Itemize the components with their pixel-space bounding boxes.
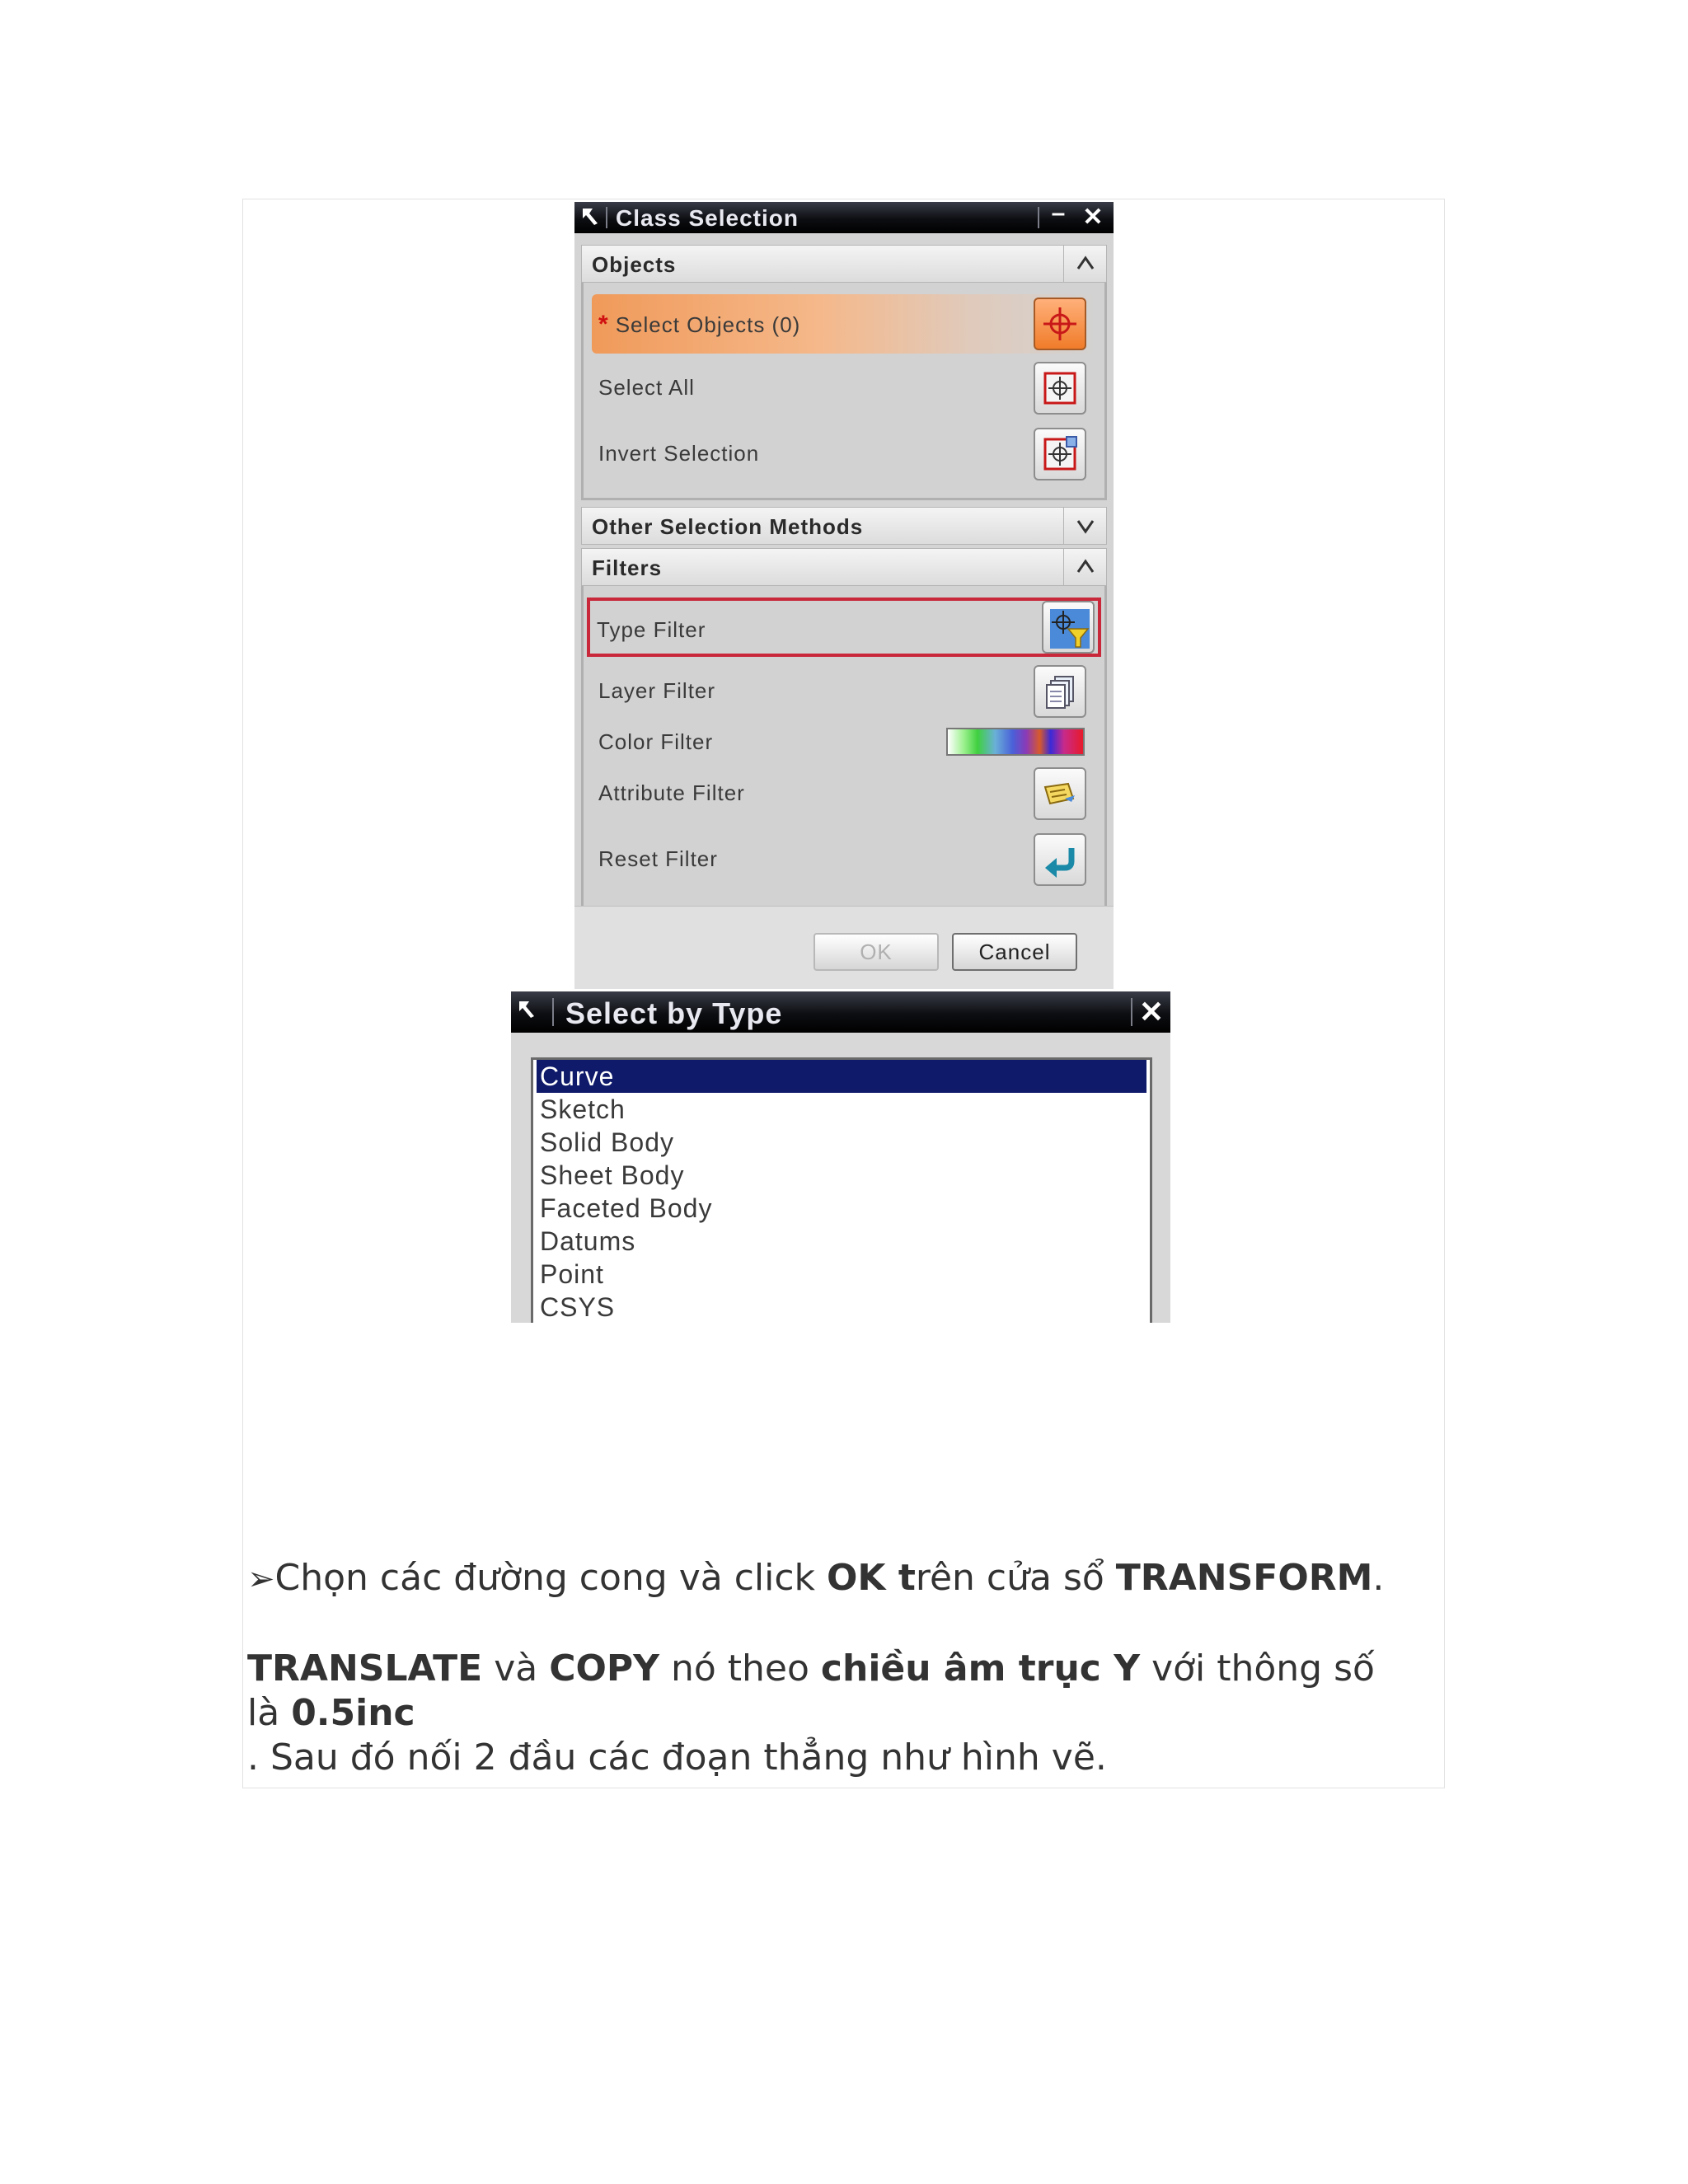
layer-filter-button[interactable] (1034, 665, 1086, 718)
chevron-up-icon (1076, 557, 1095, 577)
color-filter-row[interactable] (592, 718, 1096, 762)
attribute-filter-label: Attribute Filter (598, 780, 745, 805)
dialog-title: Class Selection (616, 205, 799, 231)
bold-span: TRANSFORM (1115, 1557, 1373, 1599)
bold-span: 0.5inc (291, 1692, 415, 1734)
required-mark: * (598, 311, 609, 338)
title-separator (606, 207, 607, 228)
instruction-line-3 (247, 1691, 415, 1736)
text-span: . Sau đó nối 2 đầu các đoạn thẳng như hình vẽ. (247, 1736, 1107, 1779)
invert-selection-icon (1040, 434, 1080, 474)
bold-span: chiều âm trục Y (820, 1647, 1141, 1690)
close-button[interactable]: ✕ (1138, 995, 1165, 1029)
other-selection-methods-label: Other Selection Methods (592, 514, 864, 539)
class-selection-dialog (574, 199, 1114, 989)
attribute-filter-row[interactable] (592, 764, 1096, 823)
instruction-line-2 (247, 1647, 1375, 1691)
select-all-crosshair-icon (1040, 368, 1080, 408)
objects-section-panel (581, 283, 1107, 500)
objects-section-label: Objects (592, 252, 677, 277)
select-by-type-dialog (511, 991, 1170, 1323)
close-button[interactable]: ✕ (1082, 204, 1104, 231)
bold-span: TRANSLATE (247, 1647, 483, 1690)
filters-section-header[interactable] (581, 548, 1107, 586)
list-item-csys[interactable]: CSYS (540, 1292, 616, 1322)
ok-button[interactable]: OK (814, 933, 939, 971)
reset-filter-label: Reset Filter (598, 846, 718, 871)
layer-filter-row[interactable] (592, 662, 1096, 721)
invert-selection-row[interactable] (592, 424, 1096, 484)
text-span: và (482, 1647, 550, 1690)
invert-selection-label: Invert Selection (598, 441, 760, 466)
layer-filter-label: Layer Filter (598, 678, 716, 703)
crosshair-icon (1040, 304, 1080, 344)
pin-icon[interactable] (579, 205, 603, 230)
list-item-faceted-body[interactable]: Faceted Body (540, 1193, 713, 1223)
select-objects-text: Select Objects (0) (615, 312, 801, 337)
attribute-filter-icon (1040, 774, 1080, 813)
text-span: rên cửa sổ (915, 1557, 1116, 1599)
select-objects-label (598, 311, 800, 339)
filters-section-panel (581, 586, 1107, 911)
text-span: nó theo (659, 1647, 821, 1690)
filters-section-label: Filters (592, 555, 663, 580)
type-filter-label: Type Filter (597, 617, 706, 642)
reset-arrow-icon (1040, 840, 1080, 879)
list-item-curve[interactable]: Curve (537, 1060, 1146, 1093)
chevron-up-icon (1076, 254, 1095, 274)
collapse-toggle[interactable] (1063, 549, 1106, 585)
reset-filter-row[interactable] (592, 830, 1096, 889)
expand-toggle[interactable] (1063, 508, 1106, 544)
title-separator (552, 998, 554, 1026)
invert-selection-button[interactable] (1034, 428, 1086, 480)
select-objects-row[interactable] (592, 294, 1096, 354)
text-span: là (247, 1692, 292, 1734)
minimize-button[interactable]: – (1051, 199, 1066, 227)
select-all-row[interactable] (592, 359, 1096, 418)
bold-span: COPY (549, 1647, 660, 1690)
list-item-solid-body[interactable]: Solid Body (540, 1127, 674, 1157)
layer-filter-icon (1040, 672, 1080, 711)
arrow-bullet-icon: ➢ (247, 1560, 275, 1598)
instruction-line-4 (247, 1736, 1107, 1780)
list-item-sketch[interactable]: Sketch (540, 1094, 626, 1124)
text-span: Chọn các đường cong và click (274, 1557, 827, 1599)
chevron-down-icon (1076, 516, 1095, 536)
objects-section-header[interactable] (581, 245, 1107, 283)
list-item-datums[interactable]: Datums (540, 1226, 636, 1256)
dialog-title: Select by Type (565, 996, 783, 1030)
type-filter-row[interactable] (587, 598, 1101, 657)
select-objects-button[interactable] (1034, 298, 1086, 350)
other-selection-methods-header[interactable] (581, 507, 1107, 545)
bold-span: OK t (827, 1557, 916, 1599)
list-item-sheet-body[interactable]: Sheet Body (540, 1160, 685, 1190)
dialog-footer (574, 906, 1114, 989)
instruction-line-1 (247, 1556, 1384, 1601)
color-filter-label: Color Filter (598, 729, 714, 754)
type-listbox[interactable] (531, 1057, 1152, 1323)
color-strip[interactable] (946, 728, 1085, 756)
title-separator (1038, 207, 1039, 228)
select-by-type-titlebar[interactable] (511, 991, 1170, 1033)
collapse-toggle[interactable] (1063, 246, 1106, 282)
type-filter-button[interactable] (1042, 601, 1095, 654)
title-separator (1131, 998, 1132, 1026)
text-span: . (1372, 1557, 1385, 1599)
list-item-point[interactable]: Point (540, 1259, 604, 1289)
select-all-button[interactable] (1034, 362, 1086, 415)
type-filter-icon (1048, 607, 1091, 650)
pin-icon[interactable] (516, 998, 539, 1023)
class-selection-titlebar[interactable] (574, 199, 1114, 233)
text-span: với thông số (1140, 1647, 1375, 1690)
cancel-button[interactable]: Cancel (952, 933, 1077, 971)
select-all-label: Select All (598, 375, 695, 400)
reset-filter-button[interactable] (1034, 833, 1086, 886)
attribute-filter-button[interactable] (1034, 767, 1086, 820)
